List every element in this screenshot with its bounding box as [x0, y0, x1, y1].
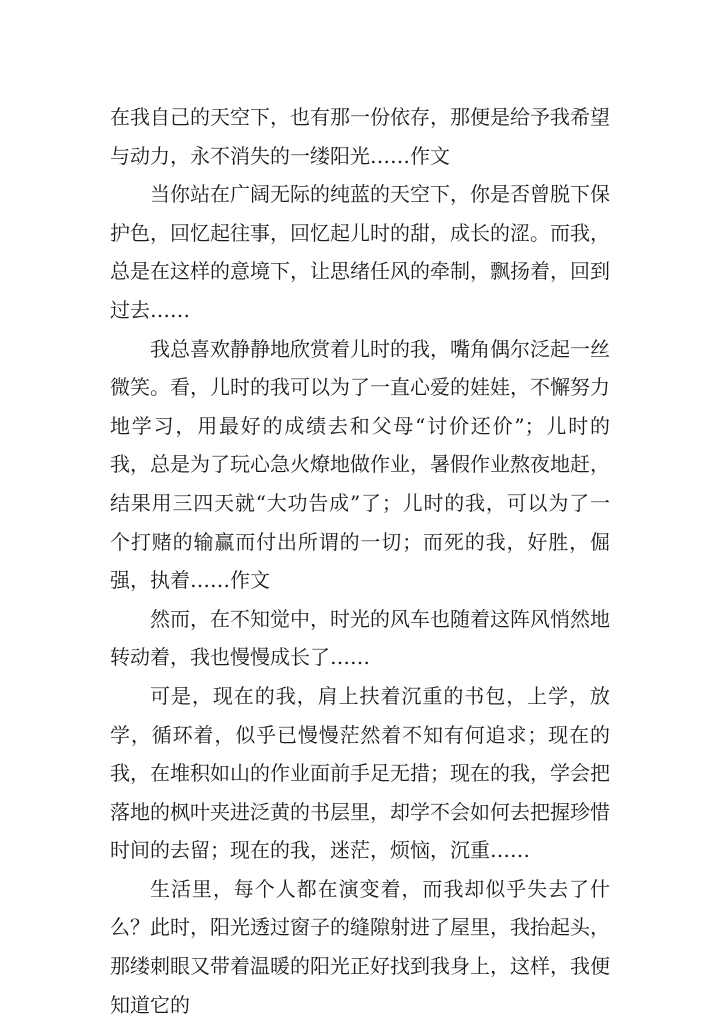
paragraph-3: 我总喜欢静静地欣赏着儿时的我，嘴角偶尔泛起一丝微笑。看，儿时的我可以为了一直心爱的娃娃，不懈努力地学习，用最好的成绩去和父母“讨价还价”；儿时的我，总是为了玩心急火燎地做作业，暑假作业熬夜地赶，结果用三四天就“大功告成”了；儿时的我，可以为了一个打赌的输赢而付出所谓的一切；而死的我，好胜，倔强，执着……作文 — [110, 336, 610, 593]
document-body — [110, 98, 610, 1024]
paragraph-5: 可是，现在的我，肩上扶着沉重的书包，上学，放学，循环着，似乎已慢慢茫然着不知有何追求；现在的我，在堆积如山的作业面前手足无措；现在的我，学会把落地的枫叶夹进泛黄的书层里，却学不会如何去把握珍惜时间的去留；现在的我，迷茫，烦恼，沉重…… — [110, 683, 610, 863]
paragraph-1: 在我自己的天空下，也有那一份依存，那便是给予我希望与动力，永不消失的一缕阳光……作文 — [110, 105, 610, 168]
paragraph-6: 生活里，每个人都在演变着，而我却似乎失去了什么？此时，阳光透过窗子的缝隙射进了屋里，我抬起头，那缕刺眼又带着温暖的阳光正好找到我身上，这样，我便知道它的 — [110, 876, 610, 1017]
paragraph-4: 然而，在不知觉中，时光的风车也随着这阵风悄然地转动着，我也慢慢成长了…… — [110, 606, 610, 670]
paragraph-2: 当你站在广阔无际的纯蓝的天空下，你是否曾脱下保护色，回忆起往事，回忆起儿时的甜，成长的涩。而我，总是在这样的意境下，让思绪任风的牵制，飘扬着，回到过去…… — [110, 182, 610, 322]
